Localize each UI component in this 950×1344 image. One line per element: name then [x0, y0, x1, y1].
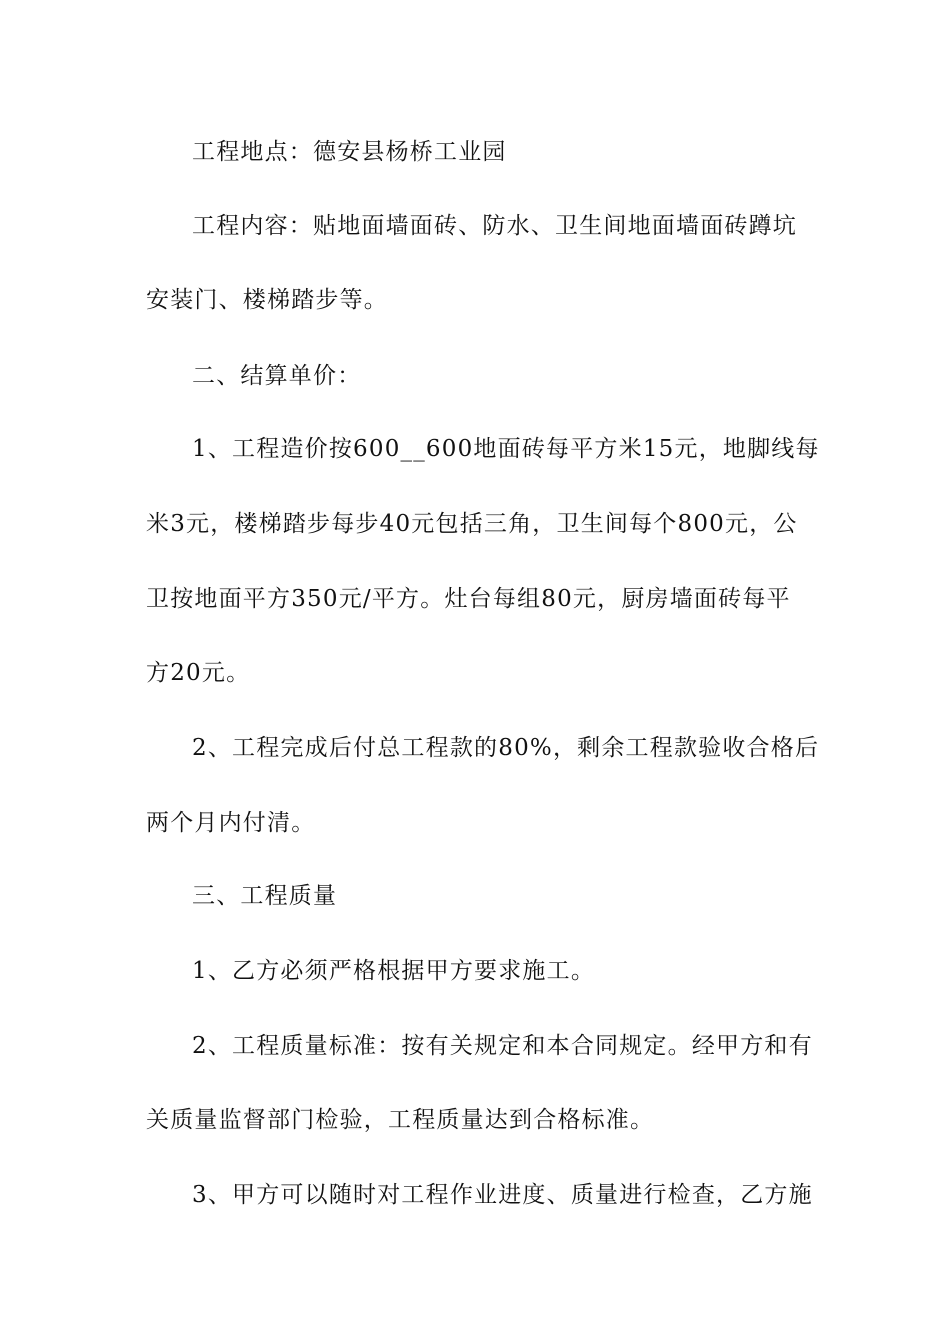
text-line-pricing-2: 米3元，楼梯踏步每步40元包括三角，卫生间每个800元，公 [146, 511, 798, 537]
text-line-pricing-4: 方20元。 [146, 660, 251, 686]
text-line-quality-2: 2、工程质量标准：按有关规定和本合同规定。经甲方和有 [192, 1033, 813, 1059]
text-line-content: 工程内容：贴地面墙面砖、防水、卫生间地面墙面砖蹲坑 [192, 213, 797, 239]
section-heading-quality: 三、工程质量 [192, 883, 338, 909]
text-line-location: 工程地点：德安县杨桥工业园 [192, 139, 507, 165]
text-line-quality-1: 1、乙方必须严格根据甲方要求施工。 [192, 958, 596, 984]
text-line-pricing-1: 1、工程造价按600__600地面砖每平方米15元，地脚线每 [192, 436, 820, 462]
text-line-pricing-3: 卫按地面平方350元/平方。灶台每组80元，厨房墙面砖每平 [146, 586, 791, 612]
text-line-content-cont: 安装门、楼梯踏步等。 [146, 287, 388, 313]
text-line-payment-2: 两个月内付清。 [146, 810, 316, 836]
section-heading-pricing: 二、结算单价： [192, 363, 362, 389]
text-line-quality-3: 3、甲方可以随时对工程作业进度、质量进行检查，乙方施 [192, 1182, 813, 1208]
text-line-payment-1: 2、工程完成后付总工程款的80%，剩余工程款验收合格后 [192, 735, 820, 761]
text-line-quality-2-cont: 关质量监督部门检验，工程质量达到合格标准。 [146, 1107, 655, 1133]
